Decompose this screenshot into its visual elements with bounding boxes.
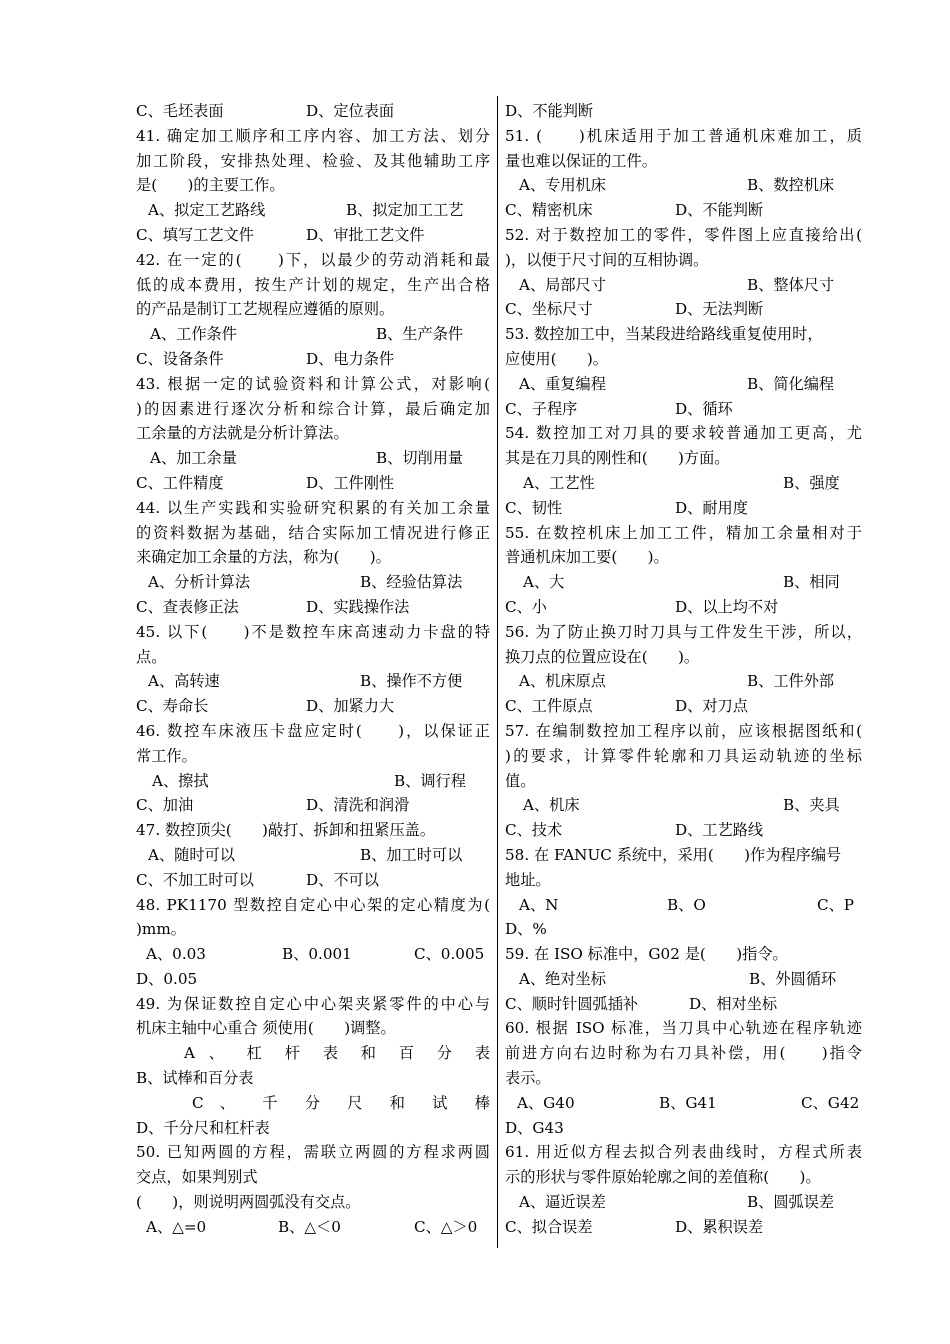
question-text-line: 58. 在 FANUC 系统中，采用( )作为程序编号 [505, 845, 842, 864]
answer-option: A、擦拭 [152, 771, 209, 790]
answer-options-line [505, 1091, 862, 1116]
answer-options-line [505, 496, 862, 521]
answer-option: C、工件原点 [505, 697, 593, 716]
answer-option: A、高转速 [148, 672, 220, 691]
answer-option: D、累积误差 [675, 1217, 764, 1236]
answer-option: C、精密机床 [505, 201, 593, 220]
question-text-line: 41. 确定加工顺序和工序内容、加工方法、划分 [136, 126, 490, 145]
answer-options-line [136, 793, 490, 818]
answer-option: C、顺时针圆弧插补 [505, 994, 639, 1013]
question-text-line: 49. 为保证数控自定心中心架夹紧零件的中心与 [136, 994, 490, 1013]
question-text-line: 加工阶段，安排热处理、检验、及其他辅助工序 [136, 151, 490, 170]
question-text-line: 来确定加工余量的方法，称为( )。 [136, 548, 391, 567]
answer-option: A、局部尺寸 [519, 275, 606, 294]
question-text-line: 点。 [136, 647, 167, 666]
answer-option: B、简化编程 [747, 374, 835, 393]
answer-option: B、加工时可以 [360, 845, 463, 864]
answer-options-line [505, 893, 862, 918]
question-text-line: 值。 [505, 771, 536, 790]
answer-options-line [136, 843, 490, 868]
answer-options-line [136, 471, 490, 496]
answer-options-line [505, 273, 862, 298]
answer-option: C、查表修正法 [136, 597, 239, 616]
answer-options-line [505, 372, 862, 397]
answer-option: C、设备条件 [136, 349, 224, 368]
answer-option: A、△=0 [146, 1217, 207, 1236]
question-text-line: )mm。 [136, 920, 186, 939]
answer-option: C、韧性 [505, 498, 563, 517]
question-text-line: 53. 数控加工中，当某段进给路线重复使用时， [505, 325, 823, 344]
answer-option: C、工件精度 [136, 473, 224, 492]
right-column [505, 99, 862, 1240]
answer-option: A、专用机床 [519, 176, 606, 195]
answer-options-line [505, 967, 862, 992]
answer-options-line [136, 322, 490, 347]
answer-option: A、随时可以 [148, 845, 235, 864]
question-text-line: 的资料数据为基础，结合实际加工情况进行修正 [136, 523, 490, 542]
answer-option: B、操作不方便 [360, 672, 463, 691]
left-column [136, 99, 490, 1240]
question-text-line: 示的形状与零件原始轮廓之间的差值称( )。 [505, 1168, 821, 1187]
answer-option: C、子程序 [505, 399, 578, 418]
question-text-line: 54. 数控加工对刀具的要求较普通加工更高，尤 [505, 424, 862, 443]
question-text-line: )的因素进行逐次分析和综合计算，最后确定加 [136, 399, 490, 418]
answer-option: B、相同 [783, 573, 840, 592]
answer-option: C、技术 [505, 821, 563, 840]
question-text-line: 57. 在编制数控加工程序以前，应该根据图纸和( [505, 721, 862, 740]
answer-options-line [136, 347, 490, 372]
question-text-line: 60. 根据 ISO 标准，当刀具中心轨迹在程序轨迹 [505, 1019, 862, 1038]
question-text-line: 47. 数控顶尖( )敲打、拆卸和扭紧压盖。 [136, 821, 436, 840]
answer-option: D、无法判断 [675, 300, 764, 319]
answer-options-line [136, 669, 490, 694]
answer-option: C、0.005 [414, 945, 485, 964]
question-text-line: ( )，则说明两圆弧没有交点。 [136, 1193, 361, 1212]
answer-option: B、强度 [783, 473, 840, 492]
answer-options-line [505, 669, 862, 694]
answer-option: A、G40 [517, 1093, 575, 1112]
answer-option: D、实践操作法 [306, 597, 410, 616]
answer-option: A、重复编程 [519, 374, 606, 393]
question-text-line: 61. 用近似方程去拟合列表曲线时，方程式所表 [505, 1143, 862, 1162]
question-text-line: 44. 以生产实践和实验研究积累的有关加工余量 [136, 498, 490, 517]
question-text-line: B、试棒和百分表 [136, 1069, 254, 1088]
answer-option: D、工件刚性 [306, 473, 395, 492]
question-text-line: 45. 以下( )不是数控车床高速动力卡盘的特 [136, 622, 490, 641]
answer-options-line [505, 198, 862, 223]
answer-option: A、逼近误差 [519, 1193, 606, 1212]
answer-option: A、大 [523, 573, 565, 592]
question-text-line: 机床主轴中心重合 须使用( )调整。 [136, 1019, 396, 1038]
answer-option: D、定位表面 [306, 102, 395, 120]
answer-option: D、审批工艺文件 [306, 225, 425, 244]
answer-options-line [136, 223, 490, 248]
question-text-line: 前进方向右边时称为右刀具补偿，用( )指令 [505, 1044, 862, 1063]
answer-option: B、0.001 [282, 945, 352, 964]
answer-option: B、生产条件 [376, 325, 464, 344]
question-text-line: 56. 为了防止换刀时刀具与工件发生干涉，所以， [505, 622, 862, 641]
answer-option: D、不能判断 [675, 201, 764, 220]
answer-option: A、分析计算法 [148, 573, 251, 592]
answer-option: A、0.03 [146, 945, 206, 964]
answer-option: C、小 [505, 597, 547, 616]
answer-options-line [505, 992, 862, 1017]
answer-option: B、工件外部 [747, 672, 835, 691]
question-text-line: 的产品是制订工艺规程应遵循的原则。 [136, 300, 395, 319]
answer-options-line [505, 570, 862, 595]
answer-options-line [136, 1215, 490, 1240]
answer-option: D、循环 [675, 399, 733, 418]
question-text-line: 换刀点的位置应设在( )。 [505, 647, 700, 666]
answer-option: C、加油 [136, 796, 194, 815]
answer-option: C、坐标尺寸 [505, 300, 593, 319]
answer-option: C、拟合误差 [505, 1217, 593, 1236]
answer-option: B、拟定加工工艺 [346, 201, 464, 220]
answer-option: A、绝对坐标 [519, 969, 606, 988]
question-text-line: 工余量的方法就是分析计算法。 [136, 424, 349, 443]
answer-options-line [505, 818, 862, 843]
answer-option: A、机床原点 [519, 672, 606, 691]
answer-option: A、工艺性 [523, 473, 595, 492]
question-text-line: 52. 对于数控加工的零件，零件图上应直接给出( [505, 225, 862, 244]
question-text-line: 是( )的主要工作。 [136, 176, 285, 195]
question-text-line: D、0.05 [136, 969, 198, 988]
question-text-line: 46. 数控车床液压卡盘应定时( )，以保证正 [136, 721, 490, 740]
answer-options-line [136, 942, 490, 967]
answer-options-line [505, 595, 862, 620]
answer-option: D、工艺路线 [675, 821, 764, 840]
answer-option: A、N [519, 895, 559, 914]
question-text-line: 43. 根据一定的试验资料和计算公式，对影响( [136, 374, 490, 393]
answer-option: B、△＜0 [278, 1217, 341, 1236]
question-text-line: 交点，如果判别式 [136, 1168, 258, 1187]
answer-option: A、加工余量 [150, 449, 237, 468]
answer-option: B、圆弧误差 [747, 1193, 835, 1212]
question-text-line: 51. ( )机床适用于加工普通机床难加工，质 [505, 126, 862, 145]
question-text-line: D、% [505, 920, 547, 939]
question-text-line: 地址。 [505, 870, 551, 889]
answer-option: D、清洗和润滑 [306, 796, 410, 815]
question-text-line: 55. 在数控机床上加工工件，精加工余量相对于 [505, 523, 862, 542]
question-text-line: 常工作。 [136, 746, 197, 765]
question-text-line: 59. 在 ISO 标准中，G02 是( )指令。 [505, 945, 788, 964]
question-text-line: A 、 杠 杆 表 和 百 分 表 [184, 1044, 490, 1063]
question-text-line: D、不能判断 [505, 102, 594, 120]
question-text-line: 表示。 [505, 1069, 551, 1088]
question-text-line: )，以便于尺寸间的互相协调。 [505, 250, 709, 269]
question-text-line: 42. 在一定的( )下，以最少的劳动消耗和最 [136, 250, 490, 269]
answer-options-line [136, 99, 490, 124]
answer-option: C、寿命长 [136, 697, 209, 716]
answer-option: C、G42 [801, 1093, 860, 1112]
answer-options-line [505, 471, 862, 496]
question-text-line: 50. 已知两圆的方程，需联立两圆的方程求两圆 [136, 1143, 490, 1162]
question-text-line: D、千分尺和杠杆表 [136, 1118, 270, 1137]
column-divider [497, 96, 498, 1248]
answer-option: C、不加工时可以 [136, 870, 254, 889]
answer-option: D、对刀点 [675, 697, 748, 716]
answer-options-line [505, 297, 862, 322]
answer-options-line [505, 173, 862, 198]
answer-options-line [505, 793, 862, 818]
question-text-line: 普通机床加工要( )。 [505, 548, 669, 567]
answer-options-line [136, 595, 490, 620]
question-text-line: D、G43 [505, 1118, 564, 1137]
answer-options-line [505, 397, 862, 422]
answer-option: C、P [817, 895, 855, 914]
answer-option: C、毛坯表面 [136, 102, 224, 120]
answer-option: D、电力条件 [306, 349, 395, 368]
answer-option: D、不可以 [306, 870, 379, 889]
answer-option: B、G41 [659, 1093, 717, 1112]
answer-option: B、经验估算法 [360, 573, 463, 592]
answer-option: D、相对坐标 [689, 994, 778, 1013]
answer-option: B、O [667, 895, 706, 914]
answer-option: B、调行程 [394, 771, 466, 790]
question-text-line: 48. PK1170 型数控自定心中心架的定心精度为( [136, 895, 490, 914]
answer-options-line [505, 1190, 862, 1215]
answer-option: C、△＞0 [414, 1217, 478, 1236]
answer-option: B、夹具 [783, 796, 840, 815]
answer-options-line [505, 694, 862, 719]
answer-options-line [136, 570, 490, 595]
question-text-line: 应使用( )。 [505, 349, 608, 368]
answer-option: D、加紧力大 [306, 697, 395, 716]
answer-option: D、耐用度 [675, 498, 748, 517]
answer-option: A、拟定工艺路线 [148, 201, 266, 220]
answer-option: B、外圆循环 [749, 969, 837, 988]
question-text-line: 其是在刀具的刚性和( )方面。 [505, 449, 730, 468]
answer-option: A、工作条件 [150, 325, 237, 344]
answer-options-line [136, 446, 490, 471]
answer-option: B、整体尺寸 [747, 275, 835, 294]
question-text-line: C 、 千 分 尺 和 试 棒 [192, 1093, 490, 1112]
answer-options-line [136, 868, 490, 893]
answer-options-line [136, 694, 490, 719]
answer-option: A、机床 [523, 796, 580, 815]
answer-option: D、以上均不对 [675, 597, 779, 616]
question-text-line: 量也难以保证的工件。 [505, 151, 657, 170]
answer-options-line [505, 1215, 862, 1240]
answer-option: B、数控机床 [747, 176, 835, 195]
question-text-line: )的要求，计算零件轮廓和刀具运动轨迹的坐标 [505, 746, 862, 765]
answer-options-line [136, 769, 490, 794]
answer-option: C、填写工艺文件 [136, 225, 254, 244]
answer-option: B、切削用量 [376, 449, 464, 468]
question-text-line: 低的成本费用，按生产计划的规定，生产出合格 [136, 275, 490, 294]
answer-options-line [136, 198, 490, 223]
